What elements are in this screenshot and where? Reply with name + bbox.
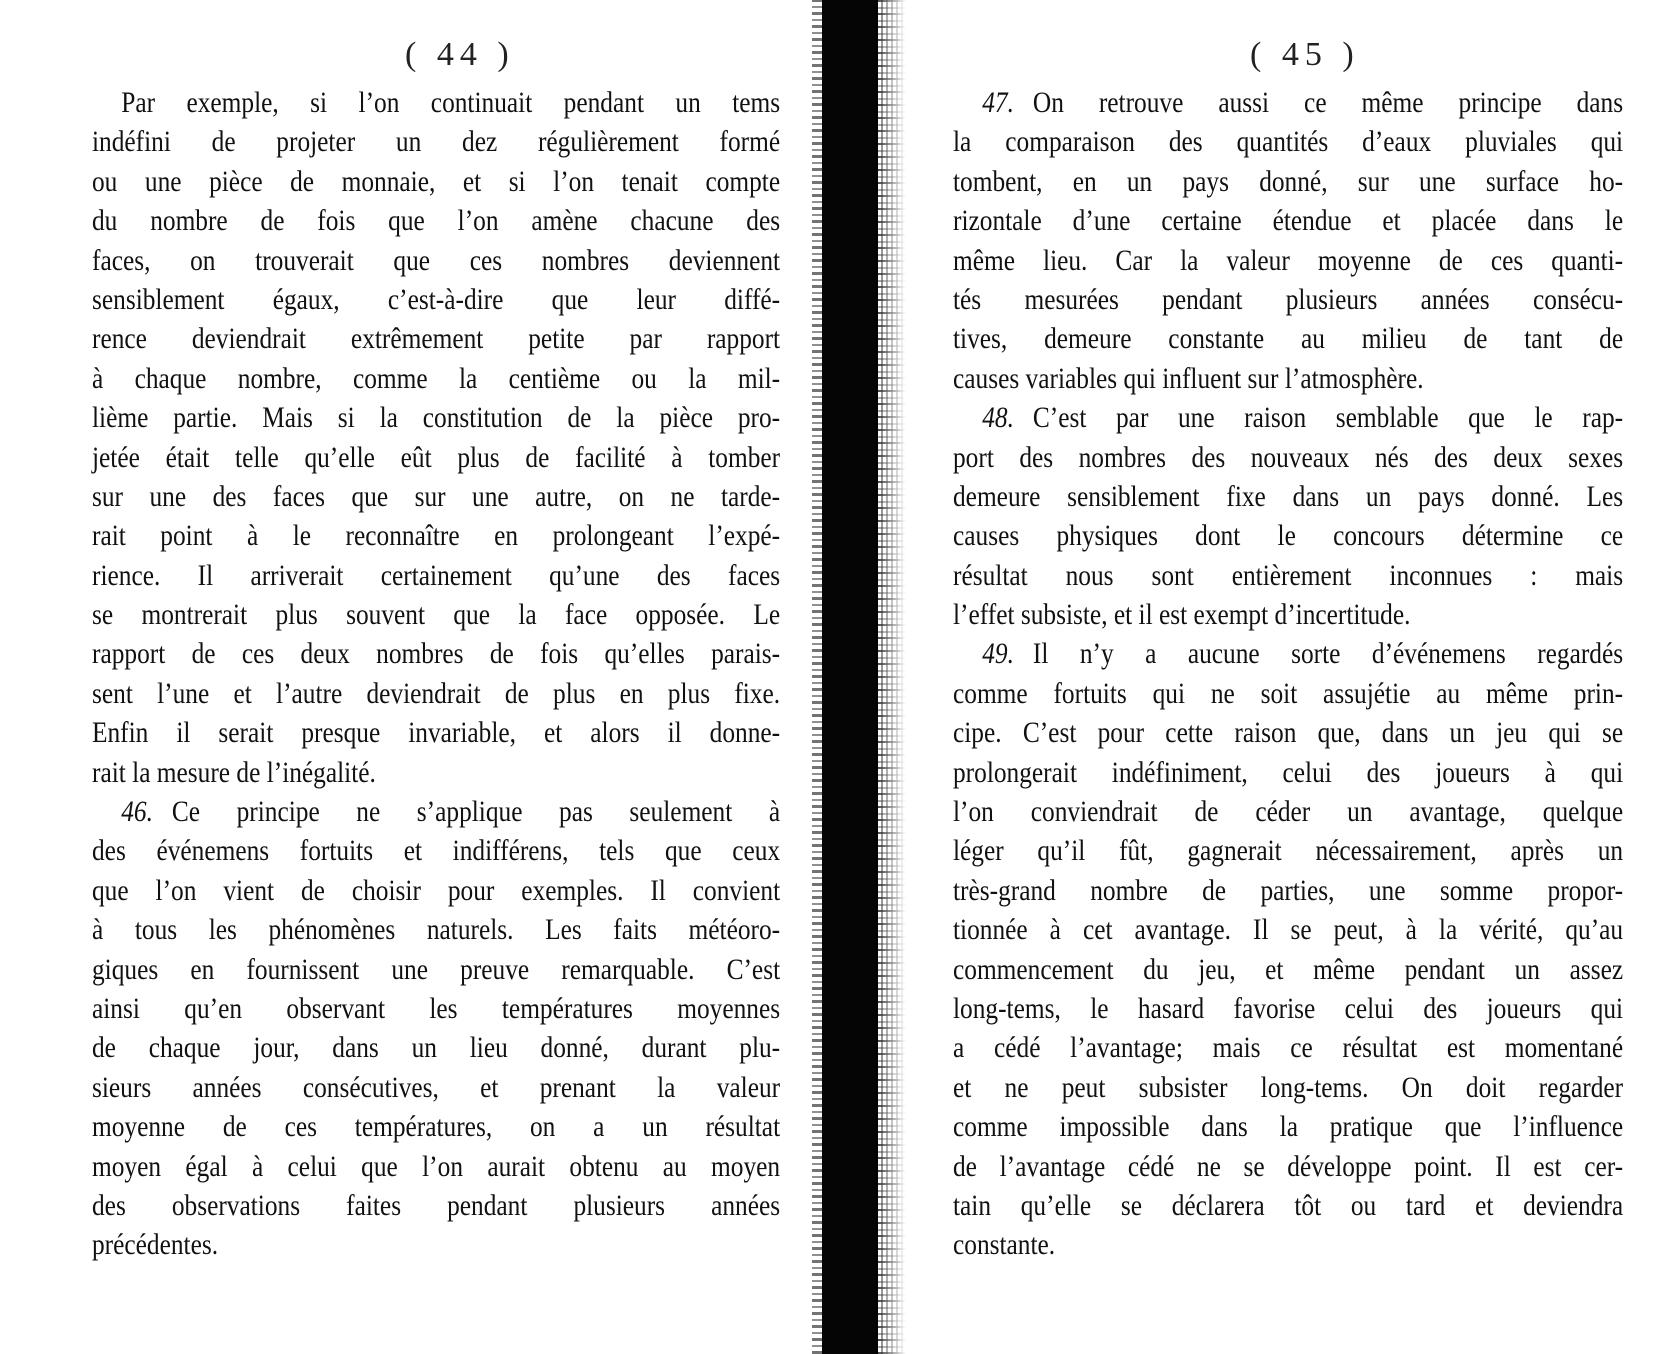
text-line xyxy=(92,872,780,911)
text-line-content: tionnée à cet avantage. Il se peut, à la vérité, qu’au xyxy=(953,914,1624,947)
text-line xyxy=(92,242,780,281)
text-line xyxy=(953,123,1623,162)
right-page-text xyxy=(953,84,1623,1266)
text-line-content: causes physiques dont le concours détermine ce xyxy=(953,520,1624,553)
text-line-content: précédentes. xyxy=(92,1229,219,1262)
text-line xyxy=(92,1226,780,1265)
right-page xyxy=(900,0,1680,1354)
text-line xyxy=(92,399,780,438)
text-line xyxy=(953,754,1623,793)
text-line-content: comme impossible dans la pratique que l’influence xyxy=(953,1111,1624,1144)
text-line xyxy=(92,84,780,123)
text-line-content: giques en fournissent une preuve remarquable. C’est xyxy=(92,953,781,986)
text-line-content: tain qu’elle se déclarera tôt ou tard et deviendra xyxy=(953,1189,1624,1222)
text-line xyxy=(92,911,780,950)
text-line-content: sur une des faces que sur une autre, on ne tarde- xyxy=(92,480,781,513)
text-line-content: résultat nous sont entièrement inconnues : mais xyxy=(953,559,1624,592)
text-line-content: causes variables qui influent sur l’atmosphère. xyxy=(953,362,1424,395)
text-line xyxy=(92,1148,780,1187)
paragraph-number: 48. xyxy=(982,402,1014,435)
text-line-content: faces, on trouverait que ces nombres deviennent xyxy=(92,244,781,277)
text-line xyxy=(953,517,1623,556)
text-line-content: constante. xyxy=(953,1229,1056,1262)
text-line-content: et ne peut subsister long-tems. On doit regarder xyxy=(953,1071,1624,1104)
text-line xyxy=(953,360,1623,399)
text-line xyxy=(92,202,780,241)
text-line-content: rizontale d’une certaine étendue et placée dans le xyxy=(953,205,1624,238)
text-line xyxy=(92,635,780,674)
text-line-content: lième partie. Mais si la constitution de la pièce pro- xyxy=(92,402,781,435)
text-line-content: Ce principe ne s’applique pas seulement à xyxy=(171,796,781,829)
text-line-content: que l’on vient de choisir pour exemples. Il convient xyxy=(92,874,781,907)
text-line-content: du nombre de fois que l’on amène chacune des xyxy=(92,205,781,238)
text-line xyxy=(953,399,1623,438)
text-line-content: sensiblement égaux, c’est-à-dire que leur diffé- xyxy=(92,283,781,316)
text-line xyxy=(953,1029,1623,1068)
text-line xyxy=(953,84,1623,123)
text-line-content: Par exemple, si l’on continuait pendant un tems xyxy=(121,87,781,119)
text-line-content: rait point à le reconnaître en prolongeant l’expé- xyxy=(92,520,781,553)
page-number-right: ( 45 ) xyxy=(1250,36,1360,73)
text-line-content: léger qu’il fût, gagnerait nécessairement, après un xyxy=(953,835,1624,868)
text-line xyxy=(953,793,1623,832)
text-line xyxy=(92,793,780,832)
text-line xyxy=(953,320,1623,359)
text-line xyxy=(92,754,780,793)
text-line xyxy=(953,596,1623,635)
text-line xyxy=(92,517,780,556)
text-line xyxy=(92,360,780,399)
paragraph xyxy=(92,84,780,793)
text-line xyxy=(92,596,780,635)
text-line xyxy=(92,1069,780,1108)
text-line xyxy=(953,911,1623,950)
text-line xyxy=(953,1187,1623,1226)
text-line xyxy=(953,1226,1623,1265)
text-line xyxy=(953,1148,1623,1187)
text-line xyxy=(953,242,1623,281)
text-line xyxy=(92,1187,780,1226)
spine-core xyxy=(822,0,878,1354)
text-line-content: tombent, en un pays donné, sur une surface ho- xyxy=(953,165,1624,198)
text-line-content: indéfini de projeter un dez régulièrement formé xyxy=(92,126,781,159)
text-line-content: de chaque jour, dans un lieu donné, durant plu- xyxy=(92,1032,781,1065)
text-line xyxy=(953,557,1623,596)
text-line xyxy=(92,675,780,714)
text-line xyxy=(953,872,1623,911)
text-line xyxy=(953,714,1623,753)
paragraph xyxy=(92,793,780,1266)
text-line xyxy=(953,951,1623,990)
text-line xyxy=(92,320,780,359)
left-page-text xyxy=(92,84,780,1266)
text-line-content: demeure sensiblement fixe dans un pays donné. Les xyxy=(953,480,1624,513)
text-line-content: de l’avantage cédé ne se développe point. Il est cer- xyxy=(953,1150,1624,1183)
text-line xyxy=(953,439,1623,478)
text-line-content: moyenne de ces températures, on a un résultat xyxy=(92,1111,781,1144)
text-line xyxy=(92,832,780,871)
text-line xyxy=(92,1108,780,1147)
text-line xyxy=(953,1108,1623,1147)
paragraph-number: 49. xyxy=(982,638,1014,671)
text-line-content: Il n’y a aucune sorte d’événemens regardés xyxy=(1032,638,1624,671)
text-line-content: tés mesurées pendant plusieurs années consécu- xyxy=(953,283,1624,316)
text-line-content: port des nombres des nouveaux nés des deux sexes xyxy=(953,441,1624,474)
text-line-content: l’effet subsiste, et il est exempt d’incertitude. xyxy=(953,599,1411,632)
text-line-content: On retrouve aussi ce même principe dans xyxy=(1032,87,1624,119)
text-line-content: très-grand nombre de parties, une somme propor- xyxy=(953,874,1624,907)
text-line xyxy=(953,635,1623,674)
text-line-content: rence deviendrait extrêmement petite par rapport xyxy=(92,323,781,356)
text-line-content: C’est par une raison semblable que le rap- xyxy=(1032,402,1624,435)
text-line-content: sent l’une et l’autre deviendrait de plus en plus fixe. xyxy=(92,677,781,710)
text-line-content: a cédé l’avantage; mais ce résultat est momentané xyxy=(953,1032,1624,1065)
text-line-content: comme fortuits qui ne soit assujétie au même prin- xyxy=(953,677,1624,710)
text-line-content: même lieu. Car la valeur moyenne de ces quanti- xyxy=(953,244,1624,277)
book-spine-gutter xyxy=(812,0,912,1354)
text-line-content: rait la mesure de l’inégalité. xyxy=(92,756,376,789)
text-line xyxy=(92,557,780,596)
text-line-content: jetée était telle qu’elle eût plus de facilité à tomber xyxy=(92,441,781,474)
text-line xyxy=(953,281,1623,320)
text-line-content: long-tems, le hasard favorise celui des joueurs qui xyxy=(953,992,1624,1025)
paragraph xyxy=(953,635,1623,1265)
text-line-content: ou une pièce de monnaie, et si l’on tenait compte xyxy=(92,165,781,198)
text-line-content: moyen égal à celui que l’on aurait obtenu au moyen xyxy=(92,1150,781,1183)
text-line xyxy=(953,832,1623,871)
text-line xyxy=(953,163,1623,202)
text-line xyxy=(92,123,780,162)
text-line-content: sieurs années consécutives, et prenant la valeur xyxy=(92,1071,781,1104)
text-line xyxy=(953,675,1623,714)
paragraph xyxy=(953,84,1623,399)
text-line-content: Enfin il serait presque invariable, et alors il donne- xyxy=(92,717,781,750)
text-line-content: des observations faites pendant plusieurs années xyxy=(92,1189,781,1222)
text-line-content: rapport de ces deux nombres de fois qu’elles parais- xyxy=(92,638,781,671)
text-line-content: ainsi qu’en observant les températures moyennes xyxy=(92,992,781,1025)
text-line-content: à tous les phénomènes naturels. Les faits météoro- xyxy=(92,914,781,947)
text-line-content: tives, demeure constante au milieu de tant de xyxy=(953,323,1624,356)
text-line-content: des événemens fortuits et indifférens, tels que ceux xyxy=(92,835,781,868)
text-line xyxy=(953,990,1623,1029)
paragraph xyxy=(953,399,1623,635)
text-line xyxy=(953,202,1623,241)
left-page xyxy=(0,0,800,1354)
text-line xyxy=(92,439,780,478)
text-line xyxy=(953,478,1623,517)
text-line-content: rience. Il arriverait certainement qu’une des faces xyxy=(92,559,781,592)
text-line xyxy=(92,951,780,990)
paragraph-number: 47. xyxy=(982,87,1014,119)
paragraph-number: 46. xyxy=(121,796,153,829)
text-line xyxy=(92,478,780,517)
text-line xyxy=(92,990,780,1029)
text-line xyxy=(92,714,780,753)
text-line-content: commencement du jeu, et même pendant un assez xyxy=(953,953,1624,986)
text-line-content: prolongerait indéfiniment, celui des joueurs à qui xyxy=(953,756,1624,789)
text-line-content: se montrerait plus souvent que la face opposée. Le xyxy=(92,599,781,632)
text-line xyxy=(92,281,780,320)
text-line-content: à chaque nombre, comme la centième ou la mil- xyxy=(92,362,781,395)
text-line-content: la comparaison des quantités d’eaux pluviales qui xyxy=(953,126,1624,159)
text-line xyxy=(92,1029,780,1068)
page-number-left: ( 44 ) xyxy=(405,36,515,73)
text-line-content: cipe. C’est pour cette raison que, dans un jeu qui se xyxy=(953,717,1624,750)
text-line xyxy=(953,1069,1623,1108)
text-line-content: l’on conviendrait de céder un avantage, quelque xyxy=(953,796,1624,829)
text-line xyxy=(92,163,780,202)
